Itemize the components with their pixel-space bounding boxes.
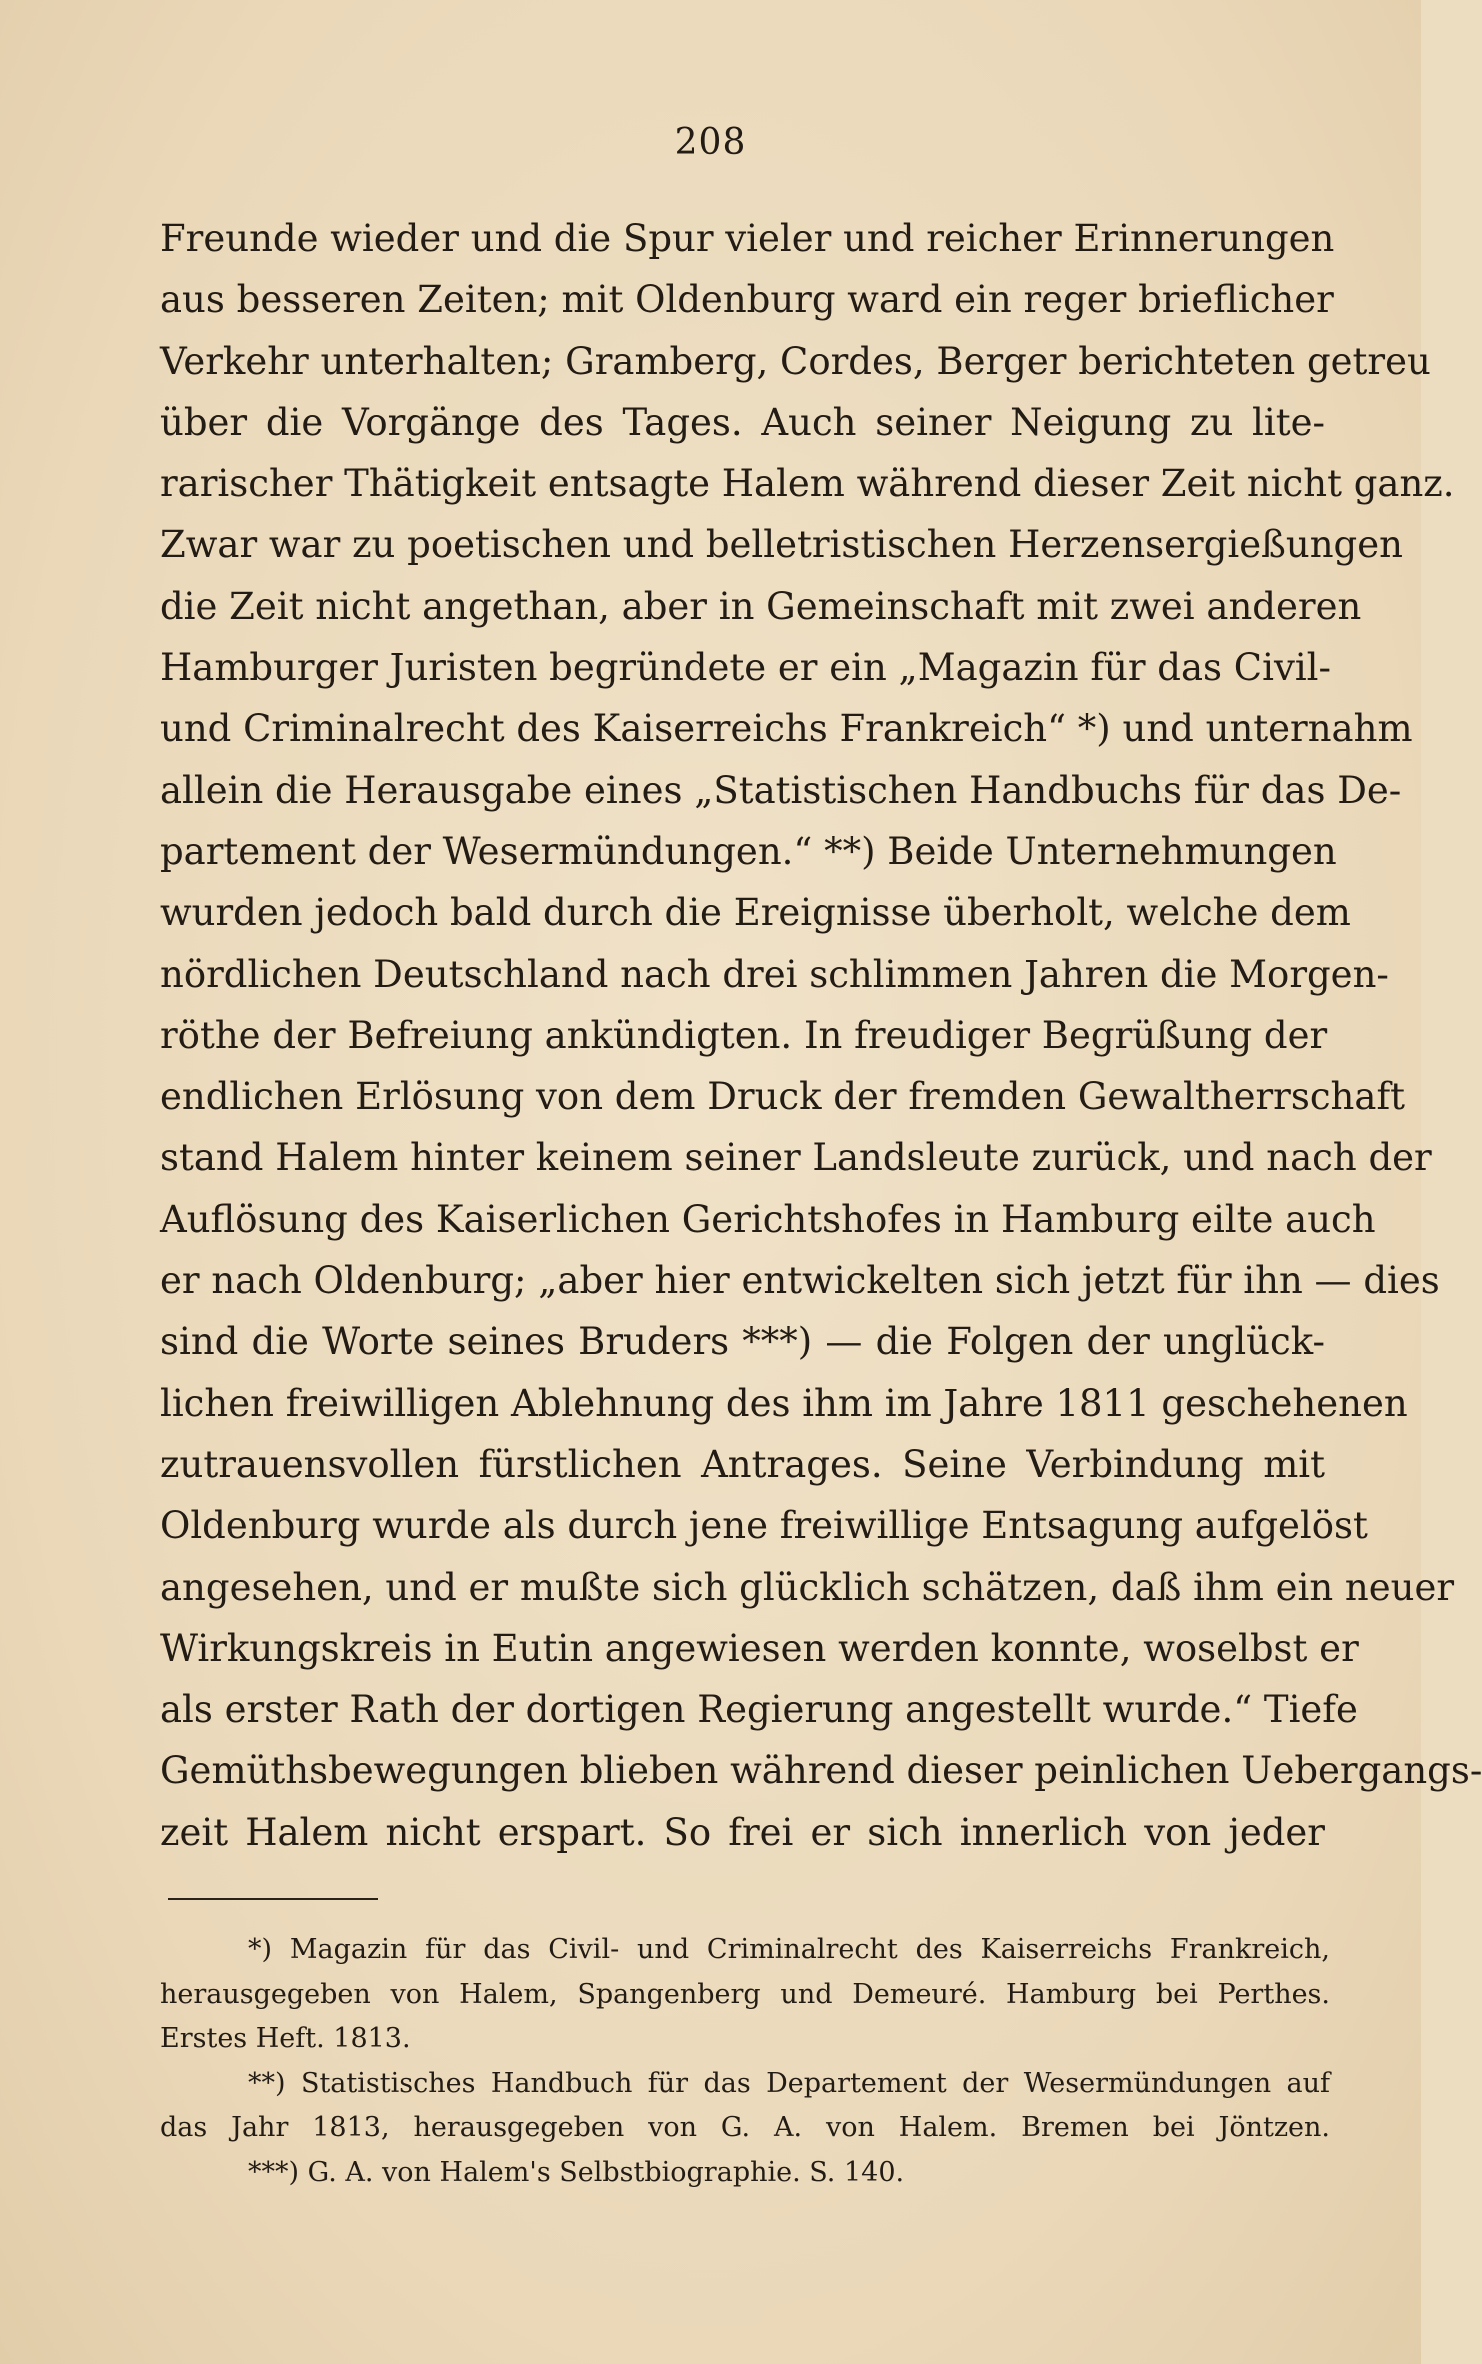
page-number: 208 bbox=[674, 122, 747, 163]
text-line: die Zeit nicht angethan, aber in Gemeinschaft mit zwei anderen bbox=[160, 584, 1362, 628]
text-line: endlichen Erlösung von dem Druck der fremden Gewaltherrschaft bbox=[160, 1075, 1406, 1119]
text-line: Gemüthsbewegungen blieben während dieser peinlichen Uebergangs- bbox=[160, 1749, 1482, 1793]
text-line: als erster Rath der dortigen Regierung angestellt wurde.“ Tiefe bbox=[160, 1688, 1358, 1732]
text-line: nördlichen Deutschland nach drei schlimmen Jahren die Morgen- bbox=[160, 952, 1389, 996]
footnote-divider bbox=[168, 1898, 378, 1900]
text-line: lichen freiwilligen Ablehnung des ihm im Jahre 1811 geschehenen bbox=[160, 1381, 1408, 1425]
text-line: Verkehr unterhalten; Gramberg, Cordes, Berger berichteten getreu bbox=[160, 339, 1431, 383]
body-text bbox=[160, 208, 1482, 1863]
text-line: stand Halem hinter keinem seiner Landsleute zurück, und nach der bbox=[160, 1136, 1432, 1180]
text-line: Hamburger Juristen begründete er ein „Magazin für das Civil- bbox=[160, 646, 1332, 690]
text-line: über die Vorgänge des Tages. Auch seiner Neigung zu lite- bbox=[160, 400, 1325, 444]
footnote-line: Erstes Heft. 1813. bbox=[160, 2023, 411, 2054]
text-line: partement der Wesermündungen.“ **) Beide Unternehmungen bbox=[160, 829, 1337, 873]
text-line: angesehen, und er mußte sich glücklich schätzen, daß ihm ein neuer bbox=[160, 1565, 1455, 1609]
text-line: sind die Worte seines Bruders ***) — die Folgen der unglück- bbox=[160, 1320, 1325, 1364]
text-line: wurden jedoch bald durch die Ereignisse überholt, welche dem bbox=[160, 891, 1351, 935]
text-line: Auflösung des Kaiserlichen Gerichtshofes in Hamburg eilte auch bbox=[160, 1197, 1376, 1241]
text-line: Freunde wieder und die Spur vieler und reicher Erinnerungen bbox=[160, 217, 1335, 260]
text-line: aus besseren Zeiten; mit Oldenburg ward ein reger brieflicher bbox=[160, 278, 1334, 322]
footnote-line: herausgegeben von Halem, Spangenberg und Demeuré. Hamburg bei Perthes. bbox=[160, 1978, 1330, 2010]
footnote-line: *) Magazin für das Civil- und Criminalrecht des Kaiserreichs Frankreich, bbox=[248, 1934, 1330, 1965]
text-line: er nach Oldenburg; „aber hier entwickelten sich jetzt für ihn — dies bbox=[160, 1259, 1440, 1303]
text-line: rarischer Thätigkeit entsagte Halem während dieser Zeit nicht ganz. bbox=[160, 462, 1455, 506]
footnote-line: ***) G. A. von Halem's Selbstbiographie. S. 140. bbox=[248, 2156, 905, 2188]
footnote-line: das Jahr 1813, herausgegeben von G. A. von Halem. Bremen bei Jöntzen. bbox=[160, 2112, 1330, 2143]
text-line: allein die Herausgabe eines „Statistischen Handbuchs für das De- bbox=[160, 768, 1402, 812]
text-line: und Criminalrecht des Kaiserreichs Frankreich“ *) und unternahm bbox=[160, 707, 1413, 751]
text-line: zutrauensvollen fürstlichen Antrages. Seine Verbindung mit bbox=[160, 1442, 1325, 1486]
text-line: röthe der Befreiung ankündigten. In freudiger Begrüßung der bbox=[160, 1013, 1328, 1057]
text-line: Oldenburg wurde als durch jene freiwillige Entsagung aufgelöst bbox=[160, 1504, 1368, 1548]
text-line: Zwar war zu poetischen und belletristischen Herzensergießungen bbox=[160, 523, 1403, 567]
footnote-line: **) Statistisches Handbuch für das Departement der Wesermündungen auf bbox=[248, 2067, 1330, 2099]
text-line: zeit Halem nicht erspart. So frei er sich innerlich von jeder bbox=[160, 1810, 1325, 1854]
footnotes bbox=[160, 1928, 1330, 2195]
text-line: Wirkungskreis in Eutin angewiesen werden konnte, woselbst er bbox=[160, 1626, 1359, 1670]
